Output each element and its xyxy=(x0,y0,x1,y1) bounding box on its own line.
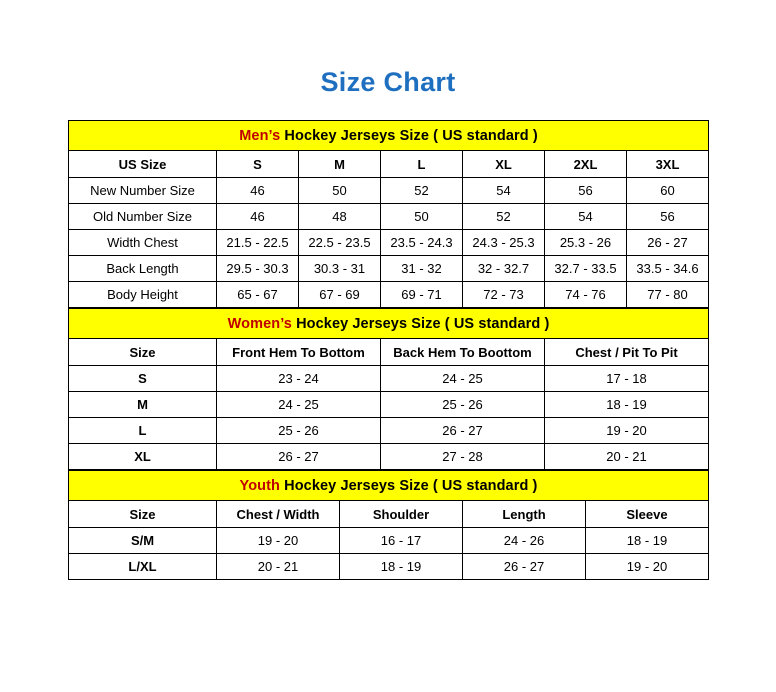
mens-section-header xyxy=(69,121,709,151)
youth-col-2: Shoulder xyxy=(340,501,463,528)
mens-row-4-label: Body Height xyxy=(69,282,217,308)
womens-row-1-val-2: 18 - 19 xyxy=(545,392,709,418)
page-title: Size Chart xyxy=(320,67,456,97)
mens-col-5: 2XL xyxy=(545,151,627,178)
youth-col-0: Size xyxy=(69,501,217,528)
mens-size-table xyxy=(68,120,709,308)
womens-row-0-label: S xyxy=(69,366,217,392)
mens-row-1-val-2: 50 xyxy=(381,204,463,230)
womens-col-0: Size xyxy=(69,339,217,366)
youth-section-header-row xyxy=(69,471,709,501)
womens-col-1: Front Hem To Bottom xyxy=(217,339,381,366)
tables-container xyxy=(68,98,708,580)
mens-col-4: XL xyxy=(463,151,545,178)
youth-col-1: Chest / Width xyxy=(217,501,340,528)
table-row xyxy=(69,178,709,204)
mens-row-1-val-3: 52 xyxy=(463,204,545,230)
table-row xyxy=(69,204,709,230)
mens-row-2-val-3: 24.3 - 25.3 xyxy=(463,230,545,256)
womens-row-0-val-1: 24 - 25 xyxy=(381,366,545,392)
mens-col-6: 3XL xyxy=(627,151,709,178)
mens-row-1-val-0: 46 xyxy=(217,204,299,230)
youth-row-0-val-3: 18 - 19 xyxy=(586,528,709,554)
mens-col-0: US Size xyxy=(69,151,217,178)
youth-row-0-label: S/M xyxy=(69,528,217,554)
womens-row-2-val-1: 26 - 27 xyxy=(381,418,545,444)
mens-row-2-val-4: 25.3 - 26 xyxy=(545,230,627,256)
mens-row-4-val-5: 77 - 80 xyxy=(627,282,709,308)
mens-row-2-val-1: 22.5 - 23.5 xyxy=(299,230,381,256)
womens-row-0-val-2: 17 - 18 xyxy=(545,366,709,392)
womens-col-3: Chest / Pit To Pit xyxy=(545,339,709,366)
mens-row-4-val-4: 74 - 76 xyxy=(545,282,627,308)
mens-row-3-val-4: 32.7 - 33.5 xyxy=(545,256,627,282)
mens-col-2: M xyxy=(299,151,381,178)
table-row xyxy=(69,366,709,392)
mens-row-3-val-0: 29.5 - 30.3 xyxy=(217,256,299,282)
womens-section-header xyxy=(69,309,709,339)
youth-heading-rest: Hockey Jerseys Size ( US standard ) xyxy=(280,477,538,494)
mens-row-0-label: New Number Size xyxy=(69,178,217,204)
youth-row-0-val-0: 19 - 20 xyxy=(217,528,340,554)
table-row xyxy=(69,230,709,256)
youth-col-3: Length xyxy=(463,501,586,528)
mens-col-3: L xyxy=(381,151,463,178)
mens-row-0-val-5: 60 xyxy=(627,178,709,204)
mens-row-1-val-4: 54 xyxy=(545,204,627,230)
mens-row-2-val-0: 21.5 - 22.5 xyxy=(217,230,299,256)
table-row xyxy=(69,282,709,308)
mens-heading-rest: Hockey Jerseys Size ( US standard ) xyxy=(280,127,538,144)
mens-row-4-val-2: 69 - 71 xyxy=(381,282,463,308)
womens-row-1-val-1: 25 - 26 xyxy=(381,392,545,418)
womens-row-2-val-2: 19 - 20 xyxy=(545,418,709,444)
mens-row-3-val-5: 33.5 - 34.6 xyxy=(627,256,709,282)
youth-column-header-row xyxy=(69,501,709,528)
womens-column-header-row xyxy=(69,339,709,366)
youth-row-1-val-2: 26 - 27 xyxy=(463,554,586,580)
mens-row-1-val-5: 56 xyxy=(627,204,709,230)
youth-row-1-val-3: 19 - 20 xyxy=(586,554,709,580)
womens-heading-accent: Women’s xyxy=(227,315,292,332)
womens-row-3-label: XL xyxy=(69,444,217,470)
table-row xyxy=(69,256,709,282)
mens-row-3-val-2: 31 - 32 xyxy=(381,256,463,282)
mens-row-3-val-1: 30.3 - 31 xyxy=(299,256,381,282)
youth-row-0-val-1: 16 - 17 xyxy=(340,528,463,554)
mens-row-0-val-1: 50 xyxy=(299,178,381,204)
mens-row-4-val-3: 72 - 73 xyxy=(463,282,545,308)
womens-row-2-val-0: 25 - 26 xyxy=(217,418,381,444)
mens-row-0-val-4: 56 xyxy=(545,178,627,204)
mens-section-header-row xyxy=(69,121,709,151)
mens-col-1: S xyxy=(217,151,299,178)
womens-size-table xyxy=(68,308,709,470)
table-row xyxy=(69,444,709,470)
youth-section-header xyxy=(69,471,709,501)
womens-row-0-val-0: 23 - 24 xyxy=(217,366,381,392)
mens-row-2-val-2: 23.5 - 24.3 xyxy=(381,230,463,256)
womens-row-3-val-1: 27 - 28 xyxy=(381,444,545,470)
womens-section-header-row xyxy=(69,309,709,339)
youth-row-1-val-1: 18 - 19 xyxy=(340,554,463,580)
mens-heading-accent: Men’s xyxy=(239,127,281,144)
womens-row-2-label: L xyxy=(69,418,217,444)
youth-heading-accent: Youth xyxy=(239,477,281,494)
mens-row-0-val-2: 52 xyxy=(381,178,463,204)
mens-row-2-val-5: 26 - 27 xyxy=(627,230,709,256)
table-row xyxy=(69,528,709,554)
youth-row-1-val-0: 20 - 21 xyxy=(217,554,340,580)
womens-col-2: Back Hem To Boottom xyxy=(381,339,545,366)
youth-size-table xyxy=(68,470,709,580)
mens-column-header-row xyxy=(69,151,709,178)
womens-row-1-val-0: 24 - 25 xyxy=(217,392,381,418)
mens-row-0-val-3: 54 xyxy=(463,178,545,204)
womens-row-3-val-0: 26 - 27 xyxy=(217,444,381,470)
mens-row-1-label: Old Number Size xyxy=(69,204,217,230)
mens-row-3-label: Back Length xyxy=(69,256,217,282)
table-row xyxy=(69,418,709,444)
youth-row-1-label: L/XL xyxy=(69,554,217,580)
womens-row-1-label: M xyxy=(69,392,217,418)
mens-row-2-label: Width Chest xyxy=(69,230,217,256)
mens-row-3-val-3: 32 - 32.7 xyxy=(463,256,545,282)
mens-row-1-val-1: 48 xyxy=(299,204,381,230)
mens-row-0-val-0: 46 xyxy=(217,178,299,204)
womens-heading-rest: Hockey Jerseys Size ( US standard ) xyxy=(291,315,550,332)
table-row xyxy=(69,392,709,418)
womens-row-3-val-2: 20 - 21 xyxy=(545,444,709,470)
youth-row-0-val-2: 24 - 26 xyxy=(463,528,586,554)
table-row xyxy=(69,554,709,580)
mens-row-4-val-0: 65 - 67 xyxy=(217,282,299,308)
youth-col-4: Sleeve xyxy=(586,501,709,528)
mens-row-4-val-1: 67 - 69 xyxy=(299,282,381,308)
